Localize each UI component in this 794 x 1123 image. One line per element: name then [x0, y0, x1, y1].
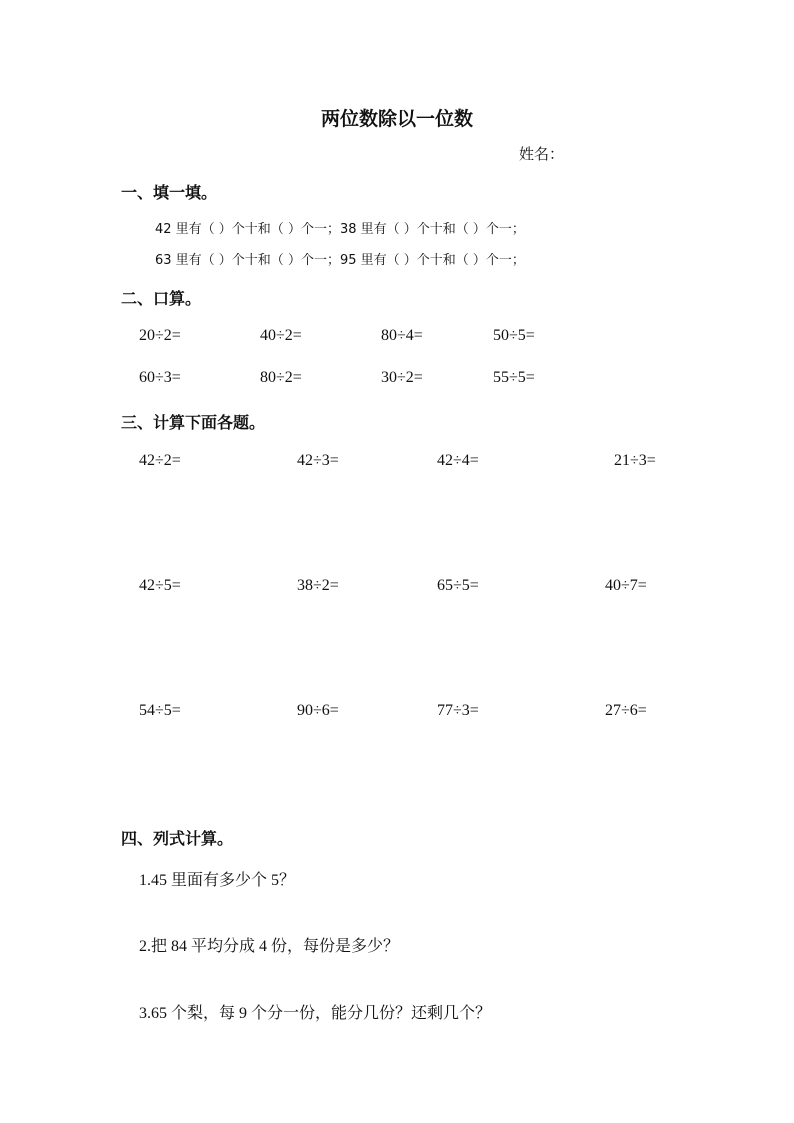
oral-calc-item: 20÷2= — [139, 327, 181, 344]
oral-calc-item: 30÷2= — [381, 369, 423, 386]
written-calc-item: 21÷3= — [614, 452, 656, 469]
written-calc-item: 42÷3= — [297, 452, 339, 469]
word-problem-1: 1.45 里面有多少个 5？ — [139, 872, 296, 889]
written-calc-item: 77÷3= — [437, 702, 479, 719]
written-calc-item: 27÷6= — [605, 702, 647, 719]
oral-calc-item: 80÷2= — [260, 369, 302, 386]
written-calc-item: 42÷5= — [139, 577, 181, 594]
written-calc-item: 40÷7= — [605, 577, 647, 594]
section-2-heading: 二、口算。 — [121, 289, 202, 308]
word-problem-3: 3.65 个梨，每 9 个分一份，能分几份？还剩几个？ — [139, 1005, 492, 1022]
oral-calc-item: 50÷5= — [493, 327, 535, 344]
written-calc-item: 65÷5= — [437, 577, 479, 594]
oral-calc-item: 80÷4= — [381, 327, 423, 344]
oral-calc-item: 60÷3= — [139, 369, 181, 386]
word-problem-2: 2.把 84 平均分成 4 份，每份是多少？ — [139, 938, 400, 955]
written-calc-item: 42÷4= — [437, 452, 479, 469]
name-label: 姓名： — [519, 145, 565, 163]
oral-calc-item: 40÷2= — [260, 327, 302, 344]
section-3-heading: 三、计算下面各题。 — [121, 413, 266, 432]
oral-calc-item: 55÷5= — [493, 369, 535, 386]
fill-line-1: 42 里有（ ）个十和（ ）个一；38 里有（ ）个十和（ ）个一； — [155, 222, 525, 237]
written-calc-item: 42÷2= — [139, 452, 181, 469]
written-calc-item: 38÷2= — [297, 577, 339, 594]
section-4-heading: 四、列式计算。 — [121, 829, 234, 848]
fill-line-2: 63 里有（ ）个十和（ ）个一；95 里有（ ）个十和（ ）个一； — [155, 253, 525, 268]
written-calc-item: 90÷6= — [297, 702, 339, 719]
worksheet-title: 两位数除以一位数 — [320, 108, 473, 130]
section-1-heading: 一、填一填。 — [121, 183, 218, 202]
written-calc-item: 54÷5= — [139, 702, 181, 719]
